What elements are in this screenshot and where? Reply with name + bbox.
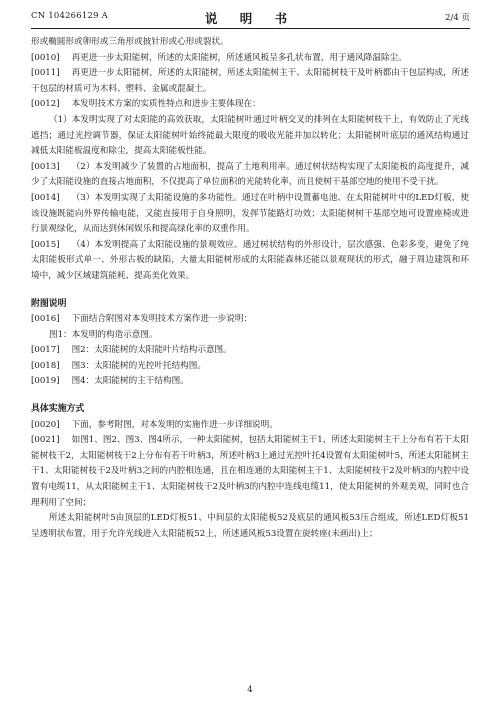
paragraph-0020: [0020] 下面，参考附图，对本发明的实施作进一步详细说明。 (31, 419, 278, 430)
paragraph-0010: [0010] 再更进一步太阳能树，所述的太阳能树，所述通风板呈多孔状布置，用于通风降温除尘。 (31, 52, 407, 63)
paragraph-0021-continuation: 所述太阳能树叶5由顶层的LED灯板51、中间层的太阳能板52及底层的通风板53压合组成，所述LED灯板51呈透明状布置，用于允许光线进入太阳能板52上，所述通风板53设置在旋转座(未画出)上； (31, 513, 469, 539)
paragraph-0014: [0014] （3）本发明实现了太阳能设施的多功能性。通过在叶柄中设置蓄电池、在太阳能树叶中的LED灯板，使该设施既能向外界传输电能，又能直接用于自身照明，发挥节能路灯功效；太阳能树树干基部空地可设置座椅或进行景观绿化，从而达到休闲娱乐和提高绿化率的双重作用。 (31, 192, 469, 235)
page-number: 4 (247, 685, 253, 695)
paragraph-0015: [0015] （4）本发明提高了太阳能设施的景观效应。通过树状结构的外形设计，层次感强、色彩多变，避免了纯太阳能板形式单一、外形古板的缺陷，大量太阳能树形成的太阳能森林还能以景观现状的形式，融于周边建筑和环境中，减少区域建筑能耗、提高美化效果。 (31, 239, 469, 281)
paragraph-number: [0018] (31, 360, 60, 371)
paragraph-number: [0020] (31, 419, 60, 430)
paragraph-number: [0017] (31, 345, 60, 356)
paragraph-0012-item-1: （1）本发明实现了对太阳能的高效获取，太阳能树叶通过叶柄交叉的排列在太阳能树枝干上，有效防止了光线遮挡；通过光控调节器，保证太阳能树叶始终能最大限度的吸收光能并加以转化；太阳能树叶底层的通风结构通过减低太阳能板温度和除尘，提高太阳能板性能。 (31, 114, 469, 157)
paragraph-number: [0019] (31, 376, 60, 387)
paragraph-number: [0010] (31, 52, 60, 63)
page-of-total: 2/4 页 (445, 13, 470, 23)
page-header (31, 8, 470, 29)
paragraph-0018: [0018] 图3：太阳能树的光控叶托结构图。 (31, 360, 206, 371)
paragraph-number: [0013] (31, 161, 60, 172)
paragraph-continuation: 形或椭圆形或卵形或三角形或披针形或心形或裂状。 (31, 37, 229, 47)
paragraph-number: [0012] (31, 99, 60, 110)
paragraph-number: [0016] (31, 314, 60, 325)
paragraph-0012: [0012] 本发明技术方案的实质性特点和进步主要体现在： (31, 99, 261, 110)
paragraph-0017: [0017] 图2：太阳能树的太阳能叶片结构示意图。 (31, 345, 232, 356)
document-body (31, 35, 469, 542)
paragraph-number: [0015] (31, 239, 60, 250)
paragraph-number: [0011] (31, 68, 60, 79)
figure-caption-1: 图1：本发明的构造示意图。 (49, 329, 158, 340)
document-type-title: 说 明 书 (204, 11, 297, 26)
paragraph-0021: [0021] 如图1、图2、图3、图4所示，一种太阳能树，包括太阳能树主干1，所述太阳能树主干上分布有若干太阳能树枝干2，太阳能树枝干2上分布有若干叶柄3，所述叶柄3上通过光控叶托4设置有太阳能树叶5，所述太阳能树主干1、太阳能树枝干2及叶柄3之间的内腔相连通，且在相连通的太阳能树主干1、太阳能树枝干2及叶柄3的内腔中设置有电缆11，从太阳能树主干1、太阳能树枝干2及叶柄3的内腔中连线电缆11，使太阳能树的外观美观，同时也合理利用了空间； (31, 435, 469, 508)
paragraph-0016: [0016] 下面结合附图对本发明技术方案作进一步说明： (31, 314, 253, 325)
publication-number: CN 104266129 A (31, 11, 108, 21)
paragraph-0019: [0019] 图4：太阳能树的主干结构图。 (31, 376, 189, 387)
paragraph-number: [0021] (31, 435, 60, 446)
paragraph-0011: [0011] 再更进一步太阳能树，所述的太阳能树，所述太阳能树主干、太阳能树枝干及叶柄都由干包层构成，所述干包层的材质可为木料、塑料、金属或混凝土。 (31, 68, 469, 94)
section-heading-embodiment: 具体实施方式 (31, 404, 85, 415)
paragraph-0013: [0013] （2）本发明减少了装置的占地面积，提高了土地利用率。通过树状结构实现了太阳能板的高度提升，减少了太阳能设施的直接占地面积，不仅提高了单位面积的光能转化率，而且使树干基部空地的使用不受干扰。 (31, 161, 469, 188)
section-heading-figures: 附图说明 (31, 298, 67, 309)
paragraph-number: [0014] (31, 192, 60, 203)
